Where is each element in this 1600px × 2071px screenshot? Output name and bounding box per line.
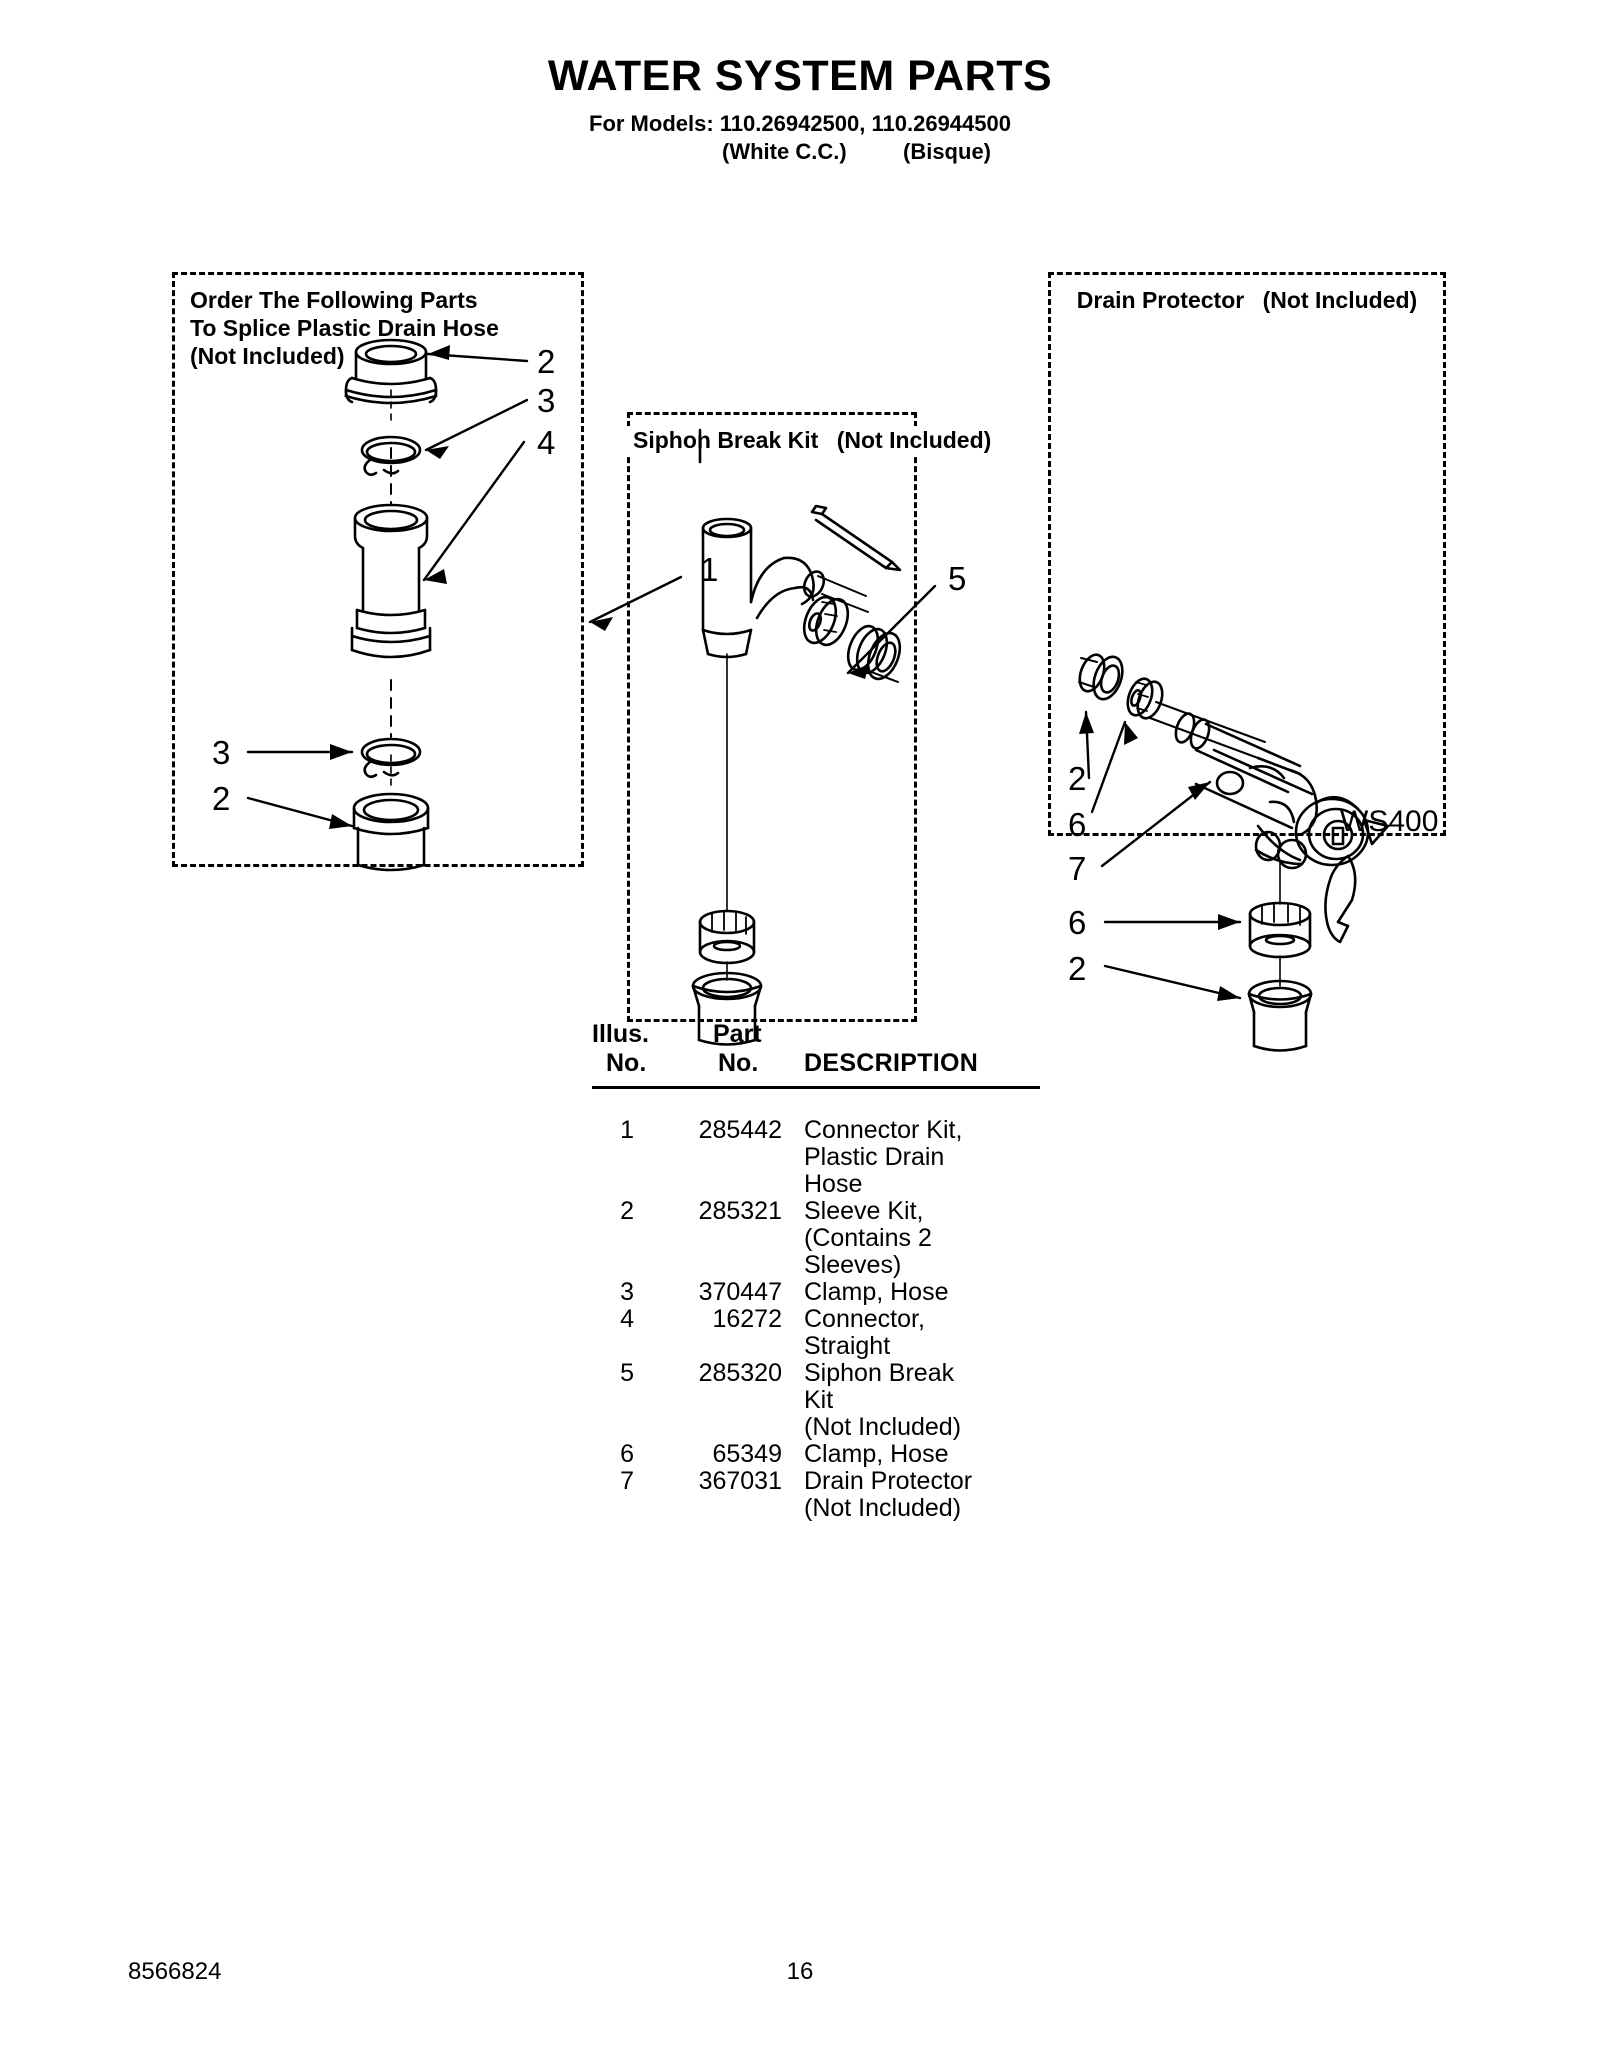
cell-part-no: 285442 bbox=[698, 1116, 782, 1144]
splice-callout-4: 4 bbox=[537, 424, 556, 461]
splice-callout-3-top: 3 bbox=[537, 382, 556, 419]
drain-callout-7: 7 bbox=[1068, 850, 1087, 887]
siphon-group-title-line1: Siphon Break Kit bbox=[627, 426, 824, 454]
table-row bbox=[580, 1413, 1050, 1440]
cell-description: Clamp, Hose bbox=[804, 1278, 949, 1306]
table-row bbox=[580, 1332, 1050, 1359]
header-part-line1: Part bbox=[713, 1020, 762, 1048]
document-code: 8566824 bbox=[128, 1958, 222, 1985]
drain-group-title-line2: (Not Included) bbox=[1257, 286, 1424, 314]
parts-table-header-rule bbox=[592, 1086, 1040, 1089]
cell-part-no: 370447 bbox=[698, 1278, 782, 1306]
cell-part-no: 65349 bbox=[712, 1440, 782, 1468]
cell-description: (Contains 2 bbox=[804, 1224, 932, 1252]
cell-illus-no: 5 bbox=[620, 1359, 634, 1387]
cell-part-no: 16272 bbox=[712, 1305, 782, 1333]
parts-table-header bbox=[580, 1020, 1050, 1092]
table-row bbox=[580, 1467, 1050, 1494]
splice-callout-2-top: 2 bbox=[537, 343, 556, 380]
splice-callout-3-bottom: 3 bbox=[212, 734, 231, 771]
cell-description: Siphon Break bbox=[804, 1359, 955, 1387]
cell-description: Kit bbox=[804, 1386, 834, 1414]
splice-group-title-line2: To Splice Plastic Drain Hose bbox=[186, 314, 503, 342]
cell-description: (Not Included) bbox=[804, 1413, 962, 1441]
cell-illus-no: 1 bbox=[620, 1116, 634, 1144]
cell-illus-no: 4 bbox=[620, 1305, 634, 1333]
page-number: 16 bbox=[786, 1958, 814, 1985]
cell-description: Connector, bbox=[804, 1305, 925, 1333]
parts-list-table bbox=[580, 1020, 1050, 1521]
splice-callout-2-bottom: 2 bbox=[212, 780, 231, 817]
table-row bbox=[580, 1170, 1050, 1197]
cell-part-no: 285321 bbox=[698, 1197, 782, 1225]
color-white-label: (White C.C.) bbox=[722, 139, 847, 165]
parts-table-body bbox=[580, 1116, 1050, 1521]
cell-illus-no: 7 bbox=[620, 1467, 634, 1495]
drain-callout-2-top: 2 bbox=[1068, 760, 1087, 797]
cell-description: Hose bbox=[804, 1170, 863, 1198]
drain-group-title-line1: Drain Protector bbox=[1071, 286, 1250, 314]
cell-illus-no: 3 bbox=[620, 1278, 634, 1306]
drain-callout-6-bottom: 6 bbox=[1068, 904, 1087, 941]
cell-description: (Not Included) bbox=[804, 1494, 962, 1522]
cell-part-no: 367031 bbox=[698, 1467, 782, 1495]
cell-description: Sleeve Kit, bbox=[804, 1197, 924, 1225]
table-row bbox=[580, 1278, 1050, 1305]
page-footer bbox=[0, 1958, 1600, 1998]
drain-callout-2-bottom: 2 bbox=[1068, 950, 1087, 987]
cell-description: Connector Kit, bbox=[804, 1116, 963, 1144]
color-variants bbox=[0, 139, 1600, 167]
model-numbers: For Models: 110.26942500, 110.26944500 bbox=[589, 111, 1011, 136]
cell-part-no: 285320 bbox=[698, 1359, 782, 1387]
cell-description: Straight bbox=[804, 1332, 891, 1360]
header-description: DESCRIPTION bbox=[804, 1049, 979, 1077]
splice-group-title-line1: Order The Following Parts bbox=[186, 286, 503, 314]
table-row bbox=[580, 1116, 1050, 1143]
drain-callout-6-top: 6 bbox=[1068, 806, 1087, 843]
siphon-group-title-line2: (Not Included) bbox=[831, 426, 998, 454]
table-row bbox=[580, 1359, 1050, 1386]
page-header bbox=[0, 52, 1600, 167]
cell-description: Sleeves) bbox=[804, 1251, 902, 1279]
callout-5: 5 bbox=[948, 560, 967, 597]
color-bisque-label: (Bisque) bbox=[903, 139, 991, 165]
table-row bbox=[580, 1494, 1050, 1521]
page-title: WATER SYSTEM PARTS bbox=[547, 52, 1053, 100]
table-row bbox=[580, 1251, 1050, 1278]
parts-diagram bbox=[0, 250, 1600, 987]
table-row bbox=[580, 1224, 1050, 1251]
table-row bbox=[580, 1197, 1050, 1224]
callout-1: 1 bbox=[700, 551, 719, 588]
splice-group-title-line3: (Not Included) bbox=[186, 342, 503, 370]
table-row bbox=[580, 1386, 1050, 1413]
table-row bbox=[580, 1305, 1050, 1332]
header-illus-line2: No. bbox=[606, 1049, 647, 1077]
table-row bbox=[580, 1143, 1050, 1170]
splice-assembly-artwork bbox=[0, 250, 1600, 870]
cell-illus-no: 2 bbox=[620, 1197, 634, 1225]
header-part-line2: No. bbox=[718, 1049, 759, 1077]
table-row bbox=[580, 1440, 1050, 1467]
cell-description: Clamp, Hose bbox=[804, 1440, 949, 1468]
cell-illus-no: 6 bbox=[620, 1440, 634, 1468]
figure-code: WS400 bbox=[1340, 805, 1439, 838]
header-illus-line1: Illus. bbox=[592, 1020, 649, 1048]
cell-description: Drain Protector bbox=[804, 1467, 973, 1495]
cell-description: Plastic Drain bbox=[804, 1143, 945, 1171]
